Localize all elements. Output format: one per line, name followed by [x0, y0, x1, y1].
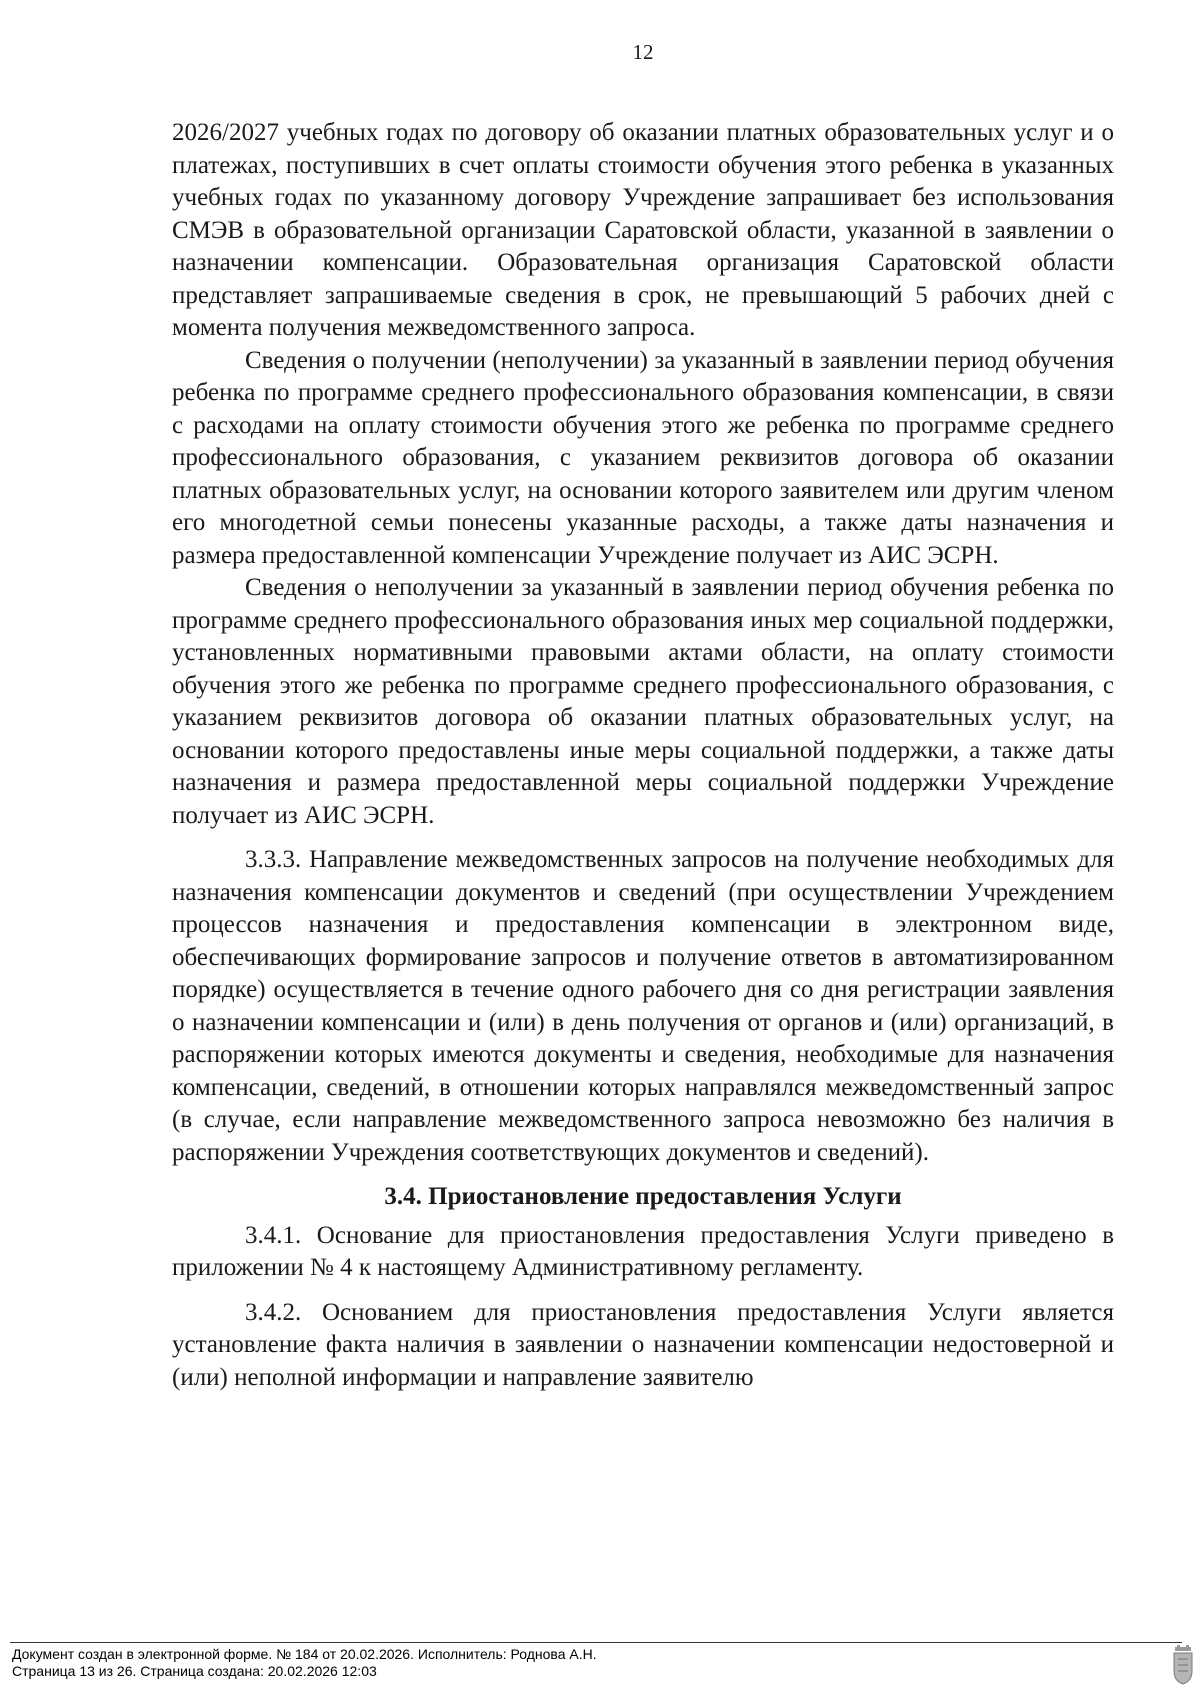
- paragraph-3-4-1: 3.4.1. Основание для приостановления предоставления Услуги приведено в приложении № 4 к настоящему Административному регламенту.: [172, 1221, 1114, 1281]
- paragraph-compensation-info: Сведения о получении (неполучении) за указанный в заявлении период обучения ребенка по программе среднего профессионального образования компенсации, в связи с расходами на оплату стоимости обучения этого же ребенка по программе среднего профессионального образования, с указанием реквизитов договора об оказании платных образовательных услуг, на основании которого заявителем или другим членом его многодетной семьи понесены указанные расходы, а также даты назначения и размера предоставленной компенсации Учреждение получает из АИС ЭСРН.: [172, 346, 1114, 569]
- paragraph-3-4-2: 3.4.2. Основанием для приостановления предоставления Услуги является установление факта наличия в заявлении о назначении компенсации недостоверной и (или) неполной информации и направление заявителю: [172, 1298, 1114, 1391]
- coat-of-arms-icon: [1172, 1645, 1194, 1685]
- footer-page-info: Страница 13 из 26. Страница создана: 20.02.2026 12:03: [12, 1663, 377, 1679]
- footer-divider: [10, 1642, 1182, 1643]
- footer-document-info: Документ создан в электронной форме. № 184 от 20.02.2026. Исполнитель: Роднова А.Н.: [12, 1646, 597, 1662]
- page-number: 12: [632, 40, 654, 64]
- document-body: [172, 117, 1114, 1394]
- paragraph-other-support-info: Сведения о неполучении за указанный в заявлении период обучения ребенка по программе среднего профессионального образования иных мер социальной поддержки, установленных нормативными правовыми актами области, на оплату стоимости обучения этого же ребенка по программе среднего профессионального образования, с указанием реквизитов договора об оказании платных образовательных услуг, на основании которого предоставлены иные меры социальной поддержки, а также даты назначения и размера предоставленной меры социальной поддержки Учреждение получает из АИС ЭСРН.: [172, 574, 1114, 829]
- paragraph-3-3-3: 3.3.3. Направление межведомственных запросов на получение необходимых для назначения компенсации документов и сведений (при осуществлении Учреждением процессов назначения и предоставления компенсации в электронном виде, обеспечивающих формирование запросов и получение ответов в автоматизированном порядке) осуществляется в течение одного рабочего дня со дня регистрации заявления о назначении компенсации и (или) в день получения от органов и (или) организаций, в распоряжении которых имеются документы и сведения, необходимые для назначения компенсации, сведений, в отношении которых направлялся межведомственный запрос (в случае, если направление межведомственного запроса невозможно без наличия в распоряжении Учреждения соответствующих документов и сведений).: [172, 846, 1114, 1166]
- paragraph-continuation: 2026/2027 учебных годах по договору об оказании платных образовательных услуг и о платежах, поступивших в счет оплаты стоимости обучения этого ребенка в указанных учебных годах по указанному договору Учреждение запрашивает без использования СМЭВ в образовательной организации Саратовской области, указанной в заявлении о назначении компенсации. Образовательная организация Саратовской области представляет запрашиваемые сведения в срок, не превышающий 5 рабочих дней с момента получения межведомственного запроса.: [172, 119, 1114, 341]
- section-heading-3-4: 3.4. Приостановление предоставления Услуги: [384, 1183, 902, 1210]
- document-footer: [12, 1646, 597, 1680]
